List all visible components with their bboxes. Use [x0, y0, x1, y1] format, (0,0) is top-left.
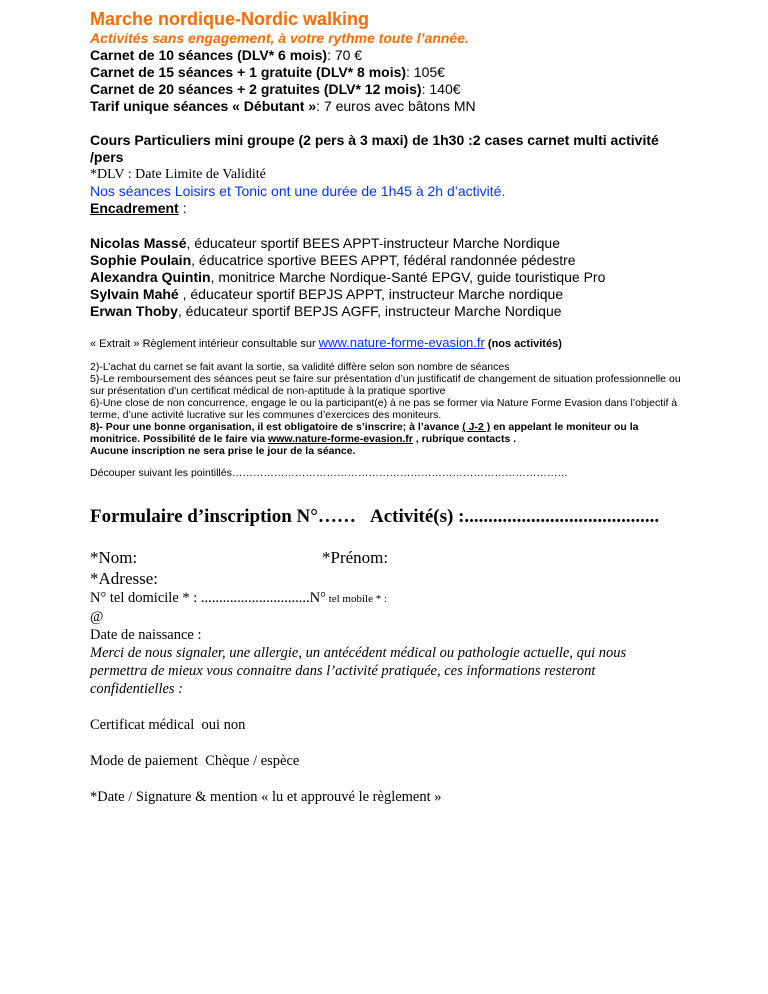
form-title: Formulaire d’inscription N°…… — [90, 506, 356, 527]
doc-subtitle: Activités sans engagement, à votre rythme toute l’année. — [90, 30, 469, 46]
prenom-field[interactable]: *Prénom: — [322, 548, 389, 567]
website-link-2[interactable]: www.nature-forme-evasion.fr — [267, 433, 413, 445]
document-page — [90, 8, 690, 806]
moniteurs-list — [90, 235, 690, 320]
tarif-line: Carnet de 10 séances (DLV* 6 mois): 70 € — [90, 47, 363, 63]
paiement-field[interactable]: Mode de paiement Chèque / espèce — [90, 753, 300, 769]
cut-line: Découper suivant les pointillés…………………………………………………………………………………… — [90, 467, 568, 479]
tarif-line: Carnet de 15 séances + 1 gratuite (DLV* 8 mois): 105€ — [90, 64, 445, 80]
moniteur-item: Sylvain Mahé , éducateur sportif BEPJS APPT, instructeur Marche nordique — [90, 286, 564, 302]
email-field[interactable]: @ — [90, 609, 104, 625]
tarifs-list — [90, 47, 690, 115]
dlv-note: *DLV : Date Limite de Validité — [90, 167, 266, 182]
moniteur-item: Sophie Poulain, éducatrice sportive BEES APPT, fédéral randonnée pédestre — [90, 252, 576, 268]
reglement-rules — [90, 361, 690, 457]
rule-item: 2)-L’achat du carnet se fait avant la sortie, sa validité diffère selon son nombre de séances — [90, 361, 510, 373]
form-activite-field[interactable]: Activité(s) :......................................... — [370, 506, 660, 527]
form-header — [90, 505, 690, 529]
reglement-intro: « Extrait » Règlement intérieur consultable sur www.nature-forme-evasion.fr (nos activités) — [90, 335, 562, 350]
form-name-row — [90, 547, 690, 568]
moniteur-item: Alexandra Quintin, monitrice Marche Nordique-Santé EPGV, guide touristique Pro — [90, 269, 606, 285]
naissance-field[interactable]: Date de naissance : — [90, 627, 202, 643]
doc-title: Marche nordique-Nordic walking — [90, 9, 370, 29]
rule-item: 5)-Le remboursement des séances peut se faire sur présentation d’un justificatif de changement de situation professionnelle ou sur présentation d’un certificat médical de non-aptitude à la pratique sportive — [90, 373, 681, 397]
signature-field[interactable]: *Date / Signature & mention « lu et approuvé le règlement » — [90, 789, 442, 805]
duree-seances: Nos séances Loisirs et Tonic ont une durée de 1h45 à 2h d’activité. — [90, 183, 506, 199]
rule-item-8: 8)- Pour une bonne organisation, il est obligatoire de s’inscrire; à l’avance ( J-2 ) en appelant le moniteur ou la monitrice. Possibilité de le faire via www.nature-forme-evasion.fr , rubrique contacts . — [90, 421, 639, 445]
telephone-field[interactable]: N° tel domicile * : ..............................N° tel mobile * : — [90, 590, 388, 606]
tarif-line: Tarif unique séances « Débutant »: 7 euros avec bâtons MN — [90, 98, 476, 114]
allergie-note: Merci de nous signaler, une allergie, un antécédent médical ou pathologie actuelle, qui nous permettra de mieux vous connaitre dans l’activité pratiquée, ces informations resteront confidentielles : — [90, 645, 627, 697]
certificat-field[interactable]: Certificat médical oui non — [90, 717, 246, 733]
moniteur-item: Nicolas Massé, éducateur sportif BEES APPT-instructeur Marche Nordique — [90, 235, 561, 251]
cours-particuliers: Cours Particuliers mini groupe (2 pers à 3 maxi) de 1h30 :2 cases carnet multi activité /pers — [90, 132, 659, 165]
tarif-line: Carnet de 20 séances + 2 gratuites (DLV* 12 mois): 140€ — [90, 81, 461, 97]
moniteur-item: Erwan Thoby, éducateur sportif BEPJS AGFF, instructeur Marche Nordique — [90, 303, 562, 319]
rule-item: 6)-Une close de non concurrence, engage le ou la participant(e) à ne pas se former via Nature Forme Evasion dans l’objectif à terme, d’une activité lucrative sur les communes d’exercices des moniteurs. — [90, 397, 678, 421]
encadrement-heading: Encadrement : — [90, 200, 187, 216]
rule-item-8-end: Aucune inscription ne sera prise le jour de la séance. — [90, 445, 356, 457]
adresse-field[interactable]: *Adresse: — [90, 569, 158, 588]
nom-field[interactable]: *Nom: — [90, 548, 138, 567]
website-link[interactable]: www.nature-forme-evasion.fr — [318, 335, 485, 350]
